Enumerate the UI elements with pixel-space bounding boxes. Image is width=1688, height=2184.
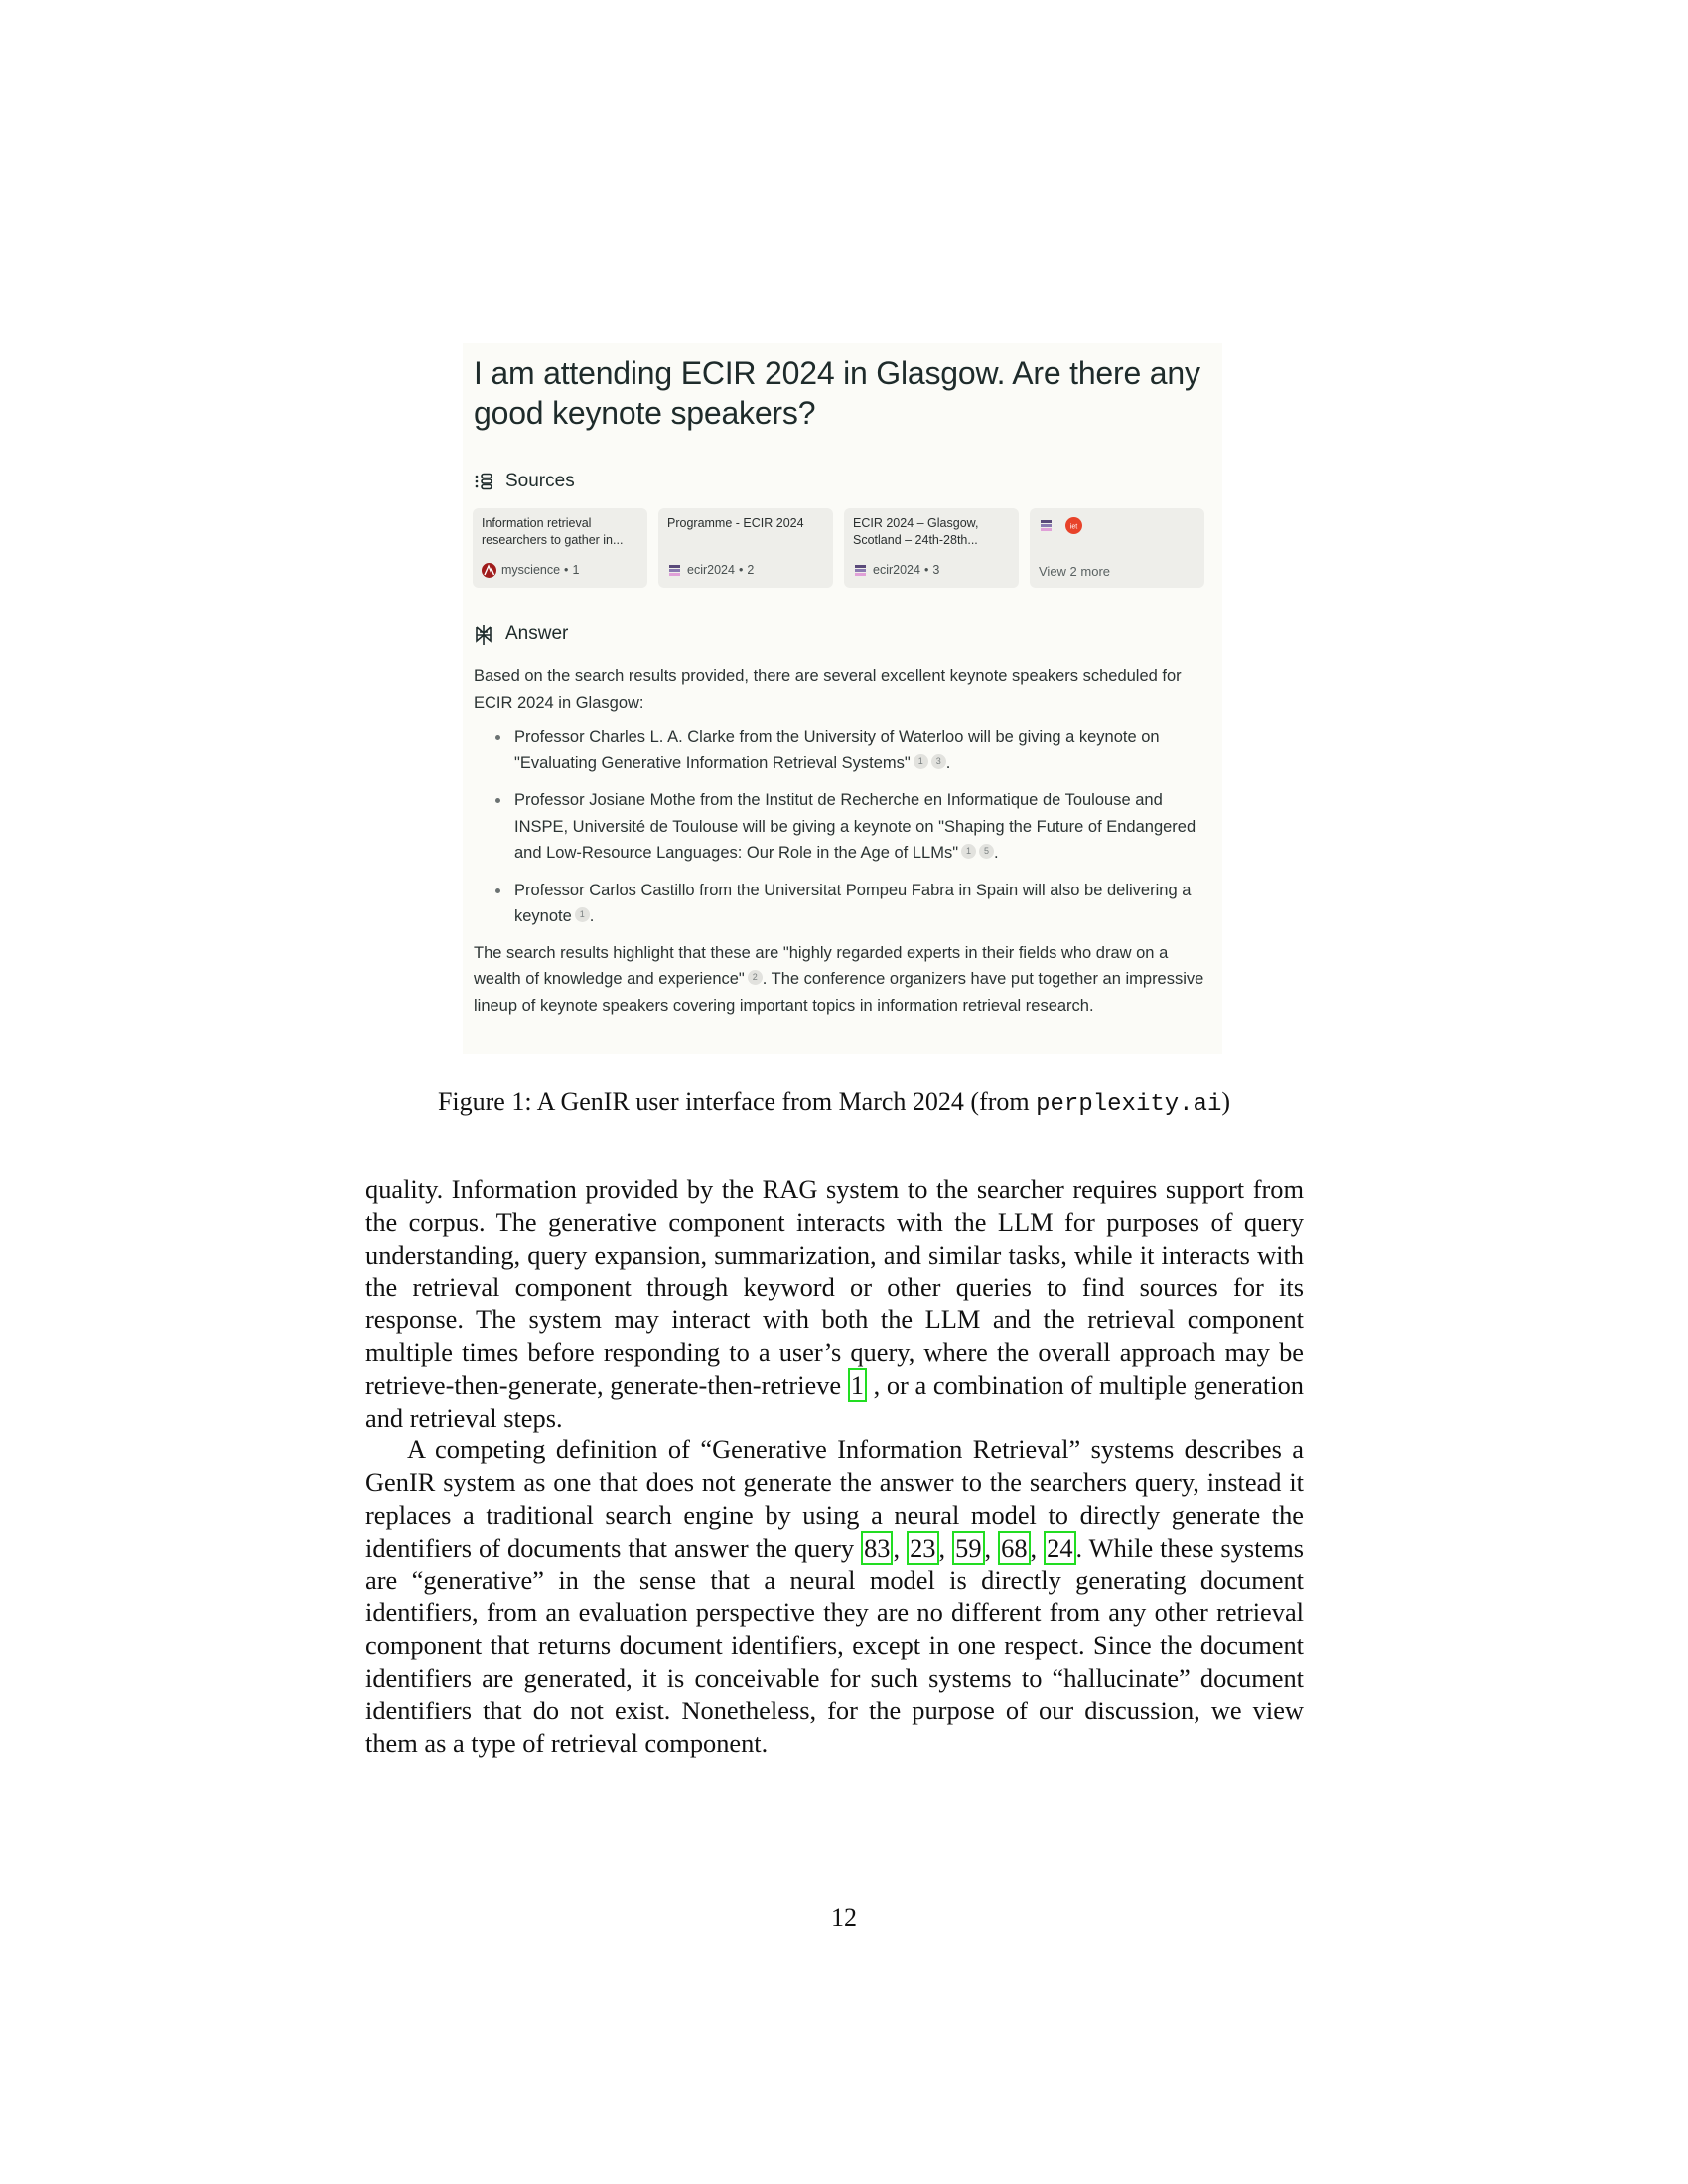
- paragraph-2: A competing definition of “Generative Information Retrieval” systems describes a GenIR system as one that does not generate the answer to the searchers query, instead it replaces a traditional search engine by using a neural model to directly generate the identifiers of documents that answer the query 83 , 23 , 59 , 68 , 24 . While these systems are “generative” in the sense that a neural model is directly generating document identifiers, from an evaluation perspective they are no different from any other retrieval component that returns document identifiers, except in one respect. Since the document identifiers are generated, it is conceivable for such systems to “hallucinate” document identifiers that do not exist. Nonetheless, for the purpose of our discussion, we view them as a type of retrieval component.: [365, 1434, 1305, 1758]
- paragraph-1: [365, 1173, 1304, 1433]
- list-item: Professor Josiane Mothe from the Institut de Recherche en Informatique de Toulouse and INSPE, Université de Toulouse will be giving a keynote on "Shaping the Future of Endangered and Low-Resource Languages: Our Role in the Age of LLMs" 1 5 .: [514, 787, 1208, 867]
- citation-link[interactable]: 59: [952, 1531, 984, 1565]
- source-site: ecir2024: [873, 563, 920, 577]
- citation-badge[interactable]: 1: [914, 754, 928, 769]
- paragraph-text: , or a combination of multiple generation and retrieval steps.: [365, 1369, 1304, 1433]
- separator-dot: •: [738, 563, 744, 577]
- ecir-logo-icon: [667, 563, 682, 578]
- source-card-title: ECIR 2024 – Glasgow, Scotland – 24th-28th...: [853, 516, 979, 547]
- source-index: 3: [932, 563, 940, 577]
- source-card-meta: [667, 562, 754, 579]
- citation-badge[interactable]: 1: [961, 844, 976, 859]
- paragraph-text: . While these systems are “generative” in the sense that a neural model is directly generating document identifiers, from an evaluation perspective they are no different from any other retrieval component that returns document identifiers, except in one respect. Since the document identifiers are generated, it is conceivable for such systems to “hallucinate” document identifiers that do not exist. Nonetheless, for the purpose of our discussion, we view them as a type of retrieval component.: [365, 1532, 1305, 1758]
- query-title: I am attending ECIR 2024 in Glasgow. Are there any good keynote speakers?: [474, 355, 1200, 431]
- more-source-icons: [1039, 517, 1196, 539]
- caption-text: Figure 1: A GenIR user interface from March 2024 (from: [437, 1087, 1037, 1116]
- answer-heading-label: Answer: [505, 623, 569, 644]
- sources-heading: [474, 471, 575, 492]
- citation-link[interactable]: 83: [861, 1531, 893, 1565]
- perplexity-answer-icon: [474, 624, 493, 644]
- source-site: myscience: [501, 563, 561, 577]
- answer-closing: [474, 940, 1208, 1020]
- citation-link[interactable]: 1: [848, 1368, 867, 1402]
- citation-link[interactable]: 23: [907, 1531, 938, 1565]
- closing-text: The search results highlight that these are "highly regarded experts in their fields who draw on a wealth of knowledge and experience": [474, 943, 1169, 988]
- bullet-text: Professor Carlos Castillo from the Universitat Pompeu Fabra in Spain will also be delivering a keynote: [514, 881, 1192, 925]
- body-text: [365, 1173, 1304, 1759]
- source-card-2[interactable]: [658, 508, 833, 588]
- myscience-logo-icon: [482, 563, 496, 578]
- citation-badge[interactable]: 3: [931, 754, 946, 769]
- citation-badge[interactable]: 5: [979, 844, 994, 859]
- source-index: 1: [572, 563, 580, 577]
- figure-caption: [387, 1087, 1281, 1118]
- sources-heading-label: Sources: [505, 471, 575, 491]
- view-more-sources-card[interactable]: [1030, 508, 1204, 588]
- sources-list-icon: [474, 472, 493, 491]
- list-item: Professor Carlos Castillo from the Universitat Pompeu Fabra in Spain will also be delivering a keynote 1 .: [514, 878, 1208, 930]
- keynote-list: [474, 724, 1208, 930]
- source-index: 2: [747, 563, 755, 577]
- ecir-logo-icon: [1039, 518, 1054, 538]
- separator-dot: •: [564, 563, 569, 577]
- genir-ui-figure: [463, 343, 1222, 1054]
- source-card-title: Information retrieval researchers to gather in...: [482, 516, 624, 547]
- page-number: 12: [831, 1903, 857, 1932]
- ecir-logo-icon: [853, 563, 868, 578]
- answer-heading: [474, 623, 568, 645]
- view-more-label: View 2 more: [1039, 564, 1111, 579]
- iet-logo-icon: [1065, 517, 1082, 539]
- paragraph-text: A competing definition of “Generative Information Retrieval” systems describes a GenIR system as one that does not generate the answer to the searchers query, instead it replaces a traditional search engine by using a neural model to directly generate the identifiers of documents that answer the query: [365, 1434, 1304, 1563]
- paragraph-text: quality. Information provided by the RAG system to the searcher requires support from the corpus. The generative component interacts with the LLM for purposes of query understanding, query expansion, summarization, and similar tasks, while it interacts with the retrieval component through keyword or other queries to find sources for its response. The system may interact with both the LLM and the retrieval component multiple times before responding to a user’s query, where the overall approach may be retrieve-then-generate, generate-then-retrieve: [365, 1174, 1304, 1400]
- caption-text: ): [1221, 1087, 1231, 1116]
- closing-text: . The conference organizers have put together an impressive lineup of keynote speakers covering important topics in information retrieval research.: [474, 970, 1204, 1015]
- source-card-3[interactable]: [844, 508, 1019, 588]
- bullet-text: Professor Josiane Mothe from the Institut de Recherche en Informatique de Toulouse and INSPE, Université de Toulouse will be giving a keynote on "Shaping the Future of Endangered and Low-Resource Languages: Our Role in the Age of LLMs": [514, 791, 1196, 862]
- source-card-meta: [482, 562, 579, 579]
- separator-dot: •: [923, 563, 929, 577]
- caption-source: perplexity.ai: [1036, 1091, 1222, 1118]
- source-card-meta: [853, 562, 939, 579]
- source-card-1[interactable]: [473, 508, 647, 588]
- source-card-title: Programme - ECIR 2024: [667, 516, 804, 530]
- citation-badge[interactable]: 2: [748, 970, 763, 985]
- list-item: Professor Charles L. A. Clarke from the University of Waterloo will be giving a keynote on "Evaluating Generative Information Retrieval Systems" 1 3 .: [514, 724, 1208, 776]
- citation-badge[interactable]: 1: [575, 907, 590, 922]
- citation-link[interactable]: 24: [1044, 1531, 1075, 1565]
- citation-link[interactable]: 68: [998, 1531, 1030, 1565]
- svg-text:iet: iet: [1069, 523, 1078, 531]
- answer-intro: Based on the search results provided, there are several excellent keynote speakers scheduled for ECIR 2024 in Glasgow:: [474, 667, 1182, 712]
- source-cards: [473, 508, 1204, 588]
- source-site: ecir2024: [687, 563, 735, 577]
- answer-body: [474, 663, 1208, 1019]
- bullet-text: Professor Charles L. A. Clarke from the University of Waterloo will be giving a keynote on "Evaluating Generative Information Retrieval Systems": [514, 728, 1160, 772]
